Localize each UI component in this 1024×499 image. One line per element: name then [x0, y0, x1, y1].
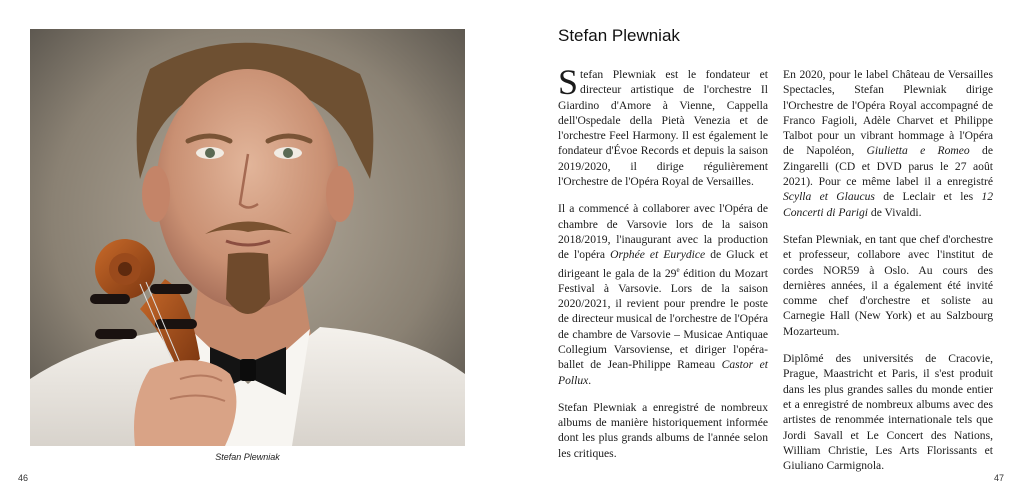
- text-column-2: [783, 67, 993, 485]
- right-page: [512, 0, 1024, 499]
- work-title: Scylla et Glaucus: [783, 190, 875, 204]
- paragraph: Stefan Plewniak, en tant que chef d'orchestre et professeur, collabore avec l'institut de cordes NOR59 à Oslo. Au cours des dernières années, il a également été invité comme chef d'orchestre et soliste au Carnegie Hall (New York) et au Salzbourg Mozarteum.: [783, 232, 993, 338]
- paragraph: Stefan Plewniak a enregistré de nombreux albums de manière historiquement informée dont les plus grands albums de l'année selon les critiques.: [558, 400, 768, 460]
- work-title: Castor et Pollux: [558, 358, 768, 387]
- paragraph-text: édition du Mozart Festival à Varsovie. Lors de la saison 2020/2021, il revient pour prendre le poste de directeur musical de l'orchestre de l'Opéra de chambre de Varsovie – Musicae Antiquae Collegium Varsoviense, et diriger l'opéra-ballet de Jean-Philippe Rameau: [558, 266, 769, 372]
- portrait-photo: [30, 29, 465, 446]
- paragraph-text: .: [588, 373, 592, 387]
- paragraph-text: tefan Plewniak est le fondateur et directeur artistique de l'orchestre Il Giardino d'Amore à Vienne, Cappella dell'Ospedale della Pietà Venezia et de l'orchestre Feel Harmony. Il est également le fondateur d'Évoe Records et depuis la saison 2019/2020, il dirige régulièrement l'Orchestre de l'Opéra Royal de Versailles.: [558, 68, 768, 189]
- paragraph: Diplômé des universités de Cracovie, Prague, Maastricht et Paris, il s'est produit dans les plus grandes salles du monde entier et a enregistré de nombreux albums avec des artistes de renommée internationale tels que Jordi Savall et Le Concert des Nations, William Christie, Les Arts Florissants et Giuliano Carmignola.: [783, 352, 993, 473]
- paragraph: [783, 67, 993, 220]
- superscript: e: [676, 265, 680, 274]
- paragraph-text: Il a commencé à collaborer avec l'Opéra de chambre de Varsovie lors de la saison 2018/2019, l'inaugurant avec la production de l'opéra: [558, 202, 768, 262]
- work-title: 12 Concerti di Parigi: [783, 190, 993, 219]
- paragraph: [558, 201, 768, 387]
- paragraph-text: En 2020, pour le label Château de Versailles Spectacles, Stefan Plewniak dirige l'Orchestre de l'Opéra Royal accompagné de Franco Fagioli, Adèle Charvet et Philippe Talbot pour un vibrant hommage à l'Opéra de Napoléon,: [783, 68, 993, 158]
- paragraph-text: de Zingarelli (CD et DVD parus le 27 août 2021). Pour ce même label il a enregistré: [783, 144, 993, 189]
- paragraph: [558, 62, 768, 189]
- drop-cap: S: [558, 62, 579, 102]
- work-title: Orphée et Eurydice: [610, 248, 706, 262]
- article-title: Stefan Plewniak: [558, 26, 680, 45]
- paragraph-text: de Leclair et les: [874, 190, 982, 204]
- portrait-illustration: [30, 29, 465, 446]
- page-number-right: 47: [993, 473, 1004, 483]
- photo-caption: Stefan Plewniak: [215, 452, 280, 462]
- text-column-1: [558, 62, 769, 473]
- page-number-left: 46: [18, 473, 29, 483]
- work-title: Giulietta e Romeo: [866, 144, 970, 158]
- paragraph-text: de Gluck et dirigeant le gala de la 29: [558, 248, 769, 280]
- paragraph-text: de Vivaldi.: [868, 205, 922, 219]
